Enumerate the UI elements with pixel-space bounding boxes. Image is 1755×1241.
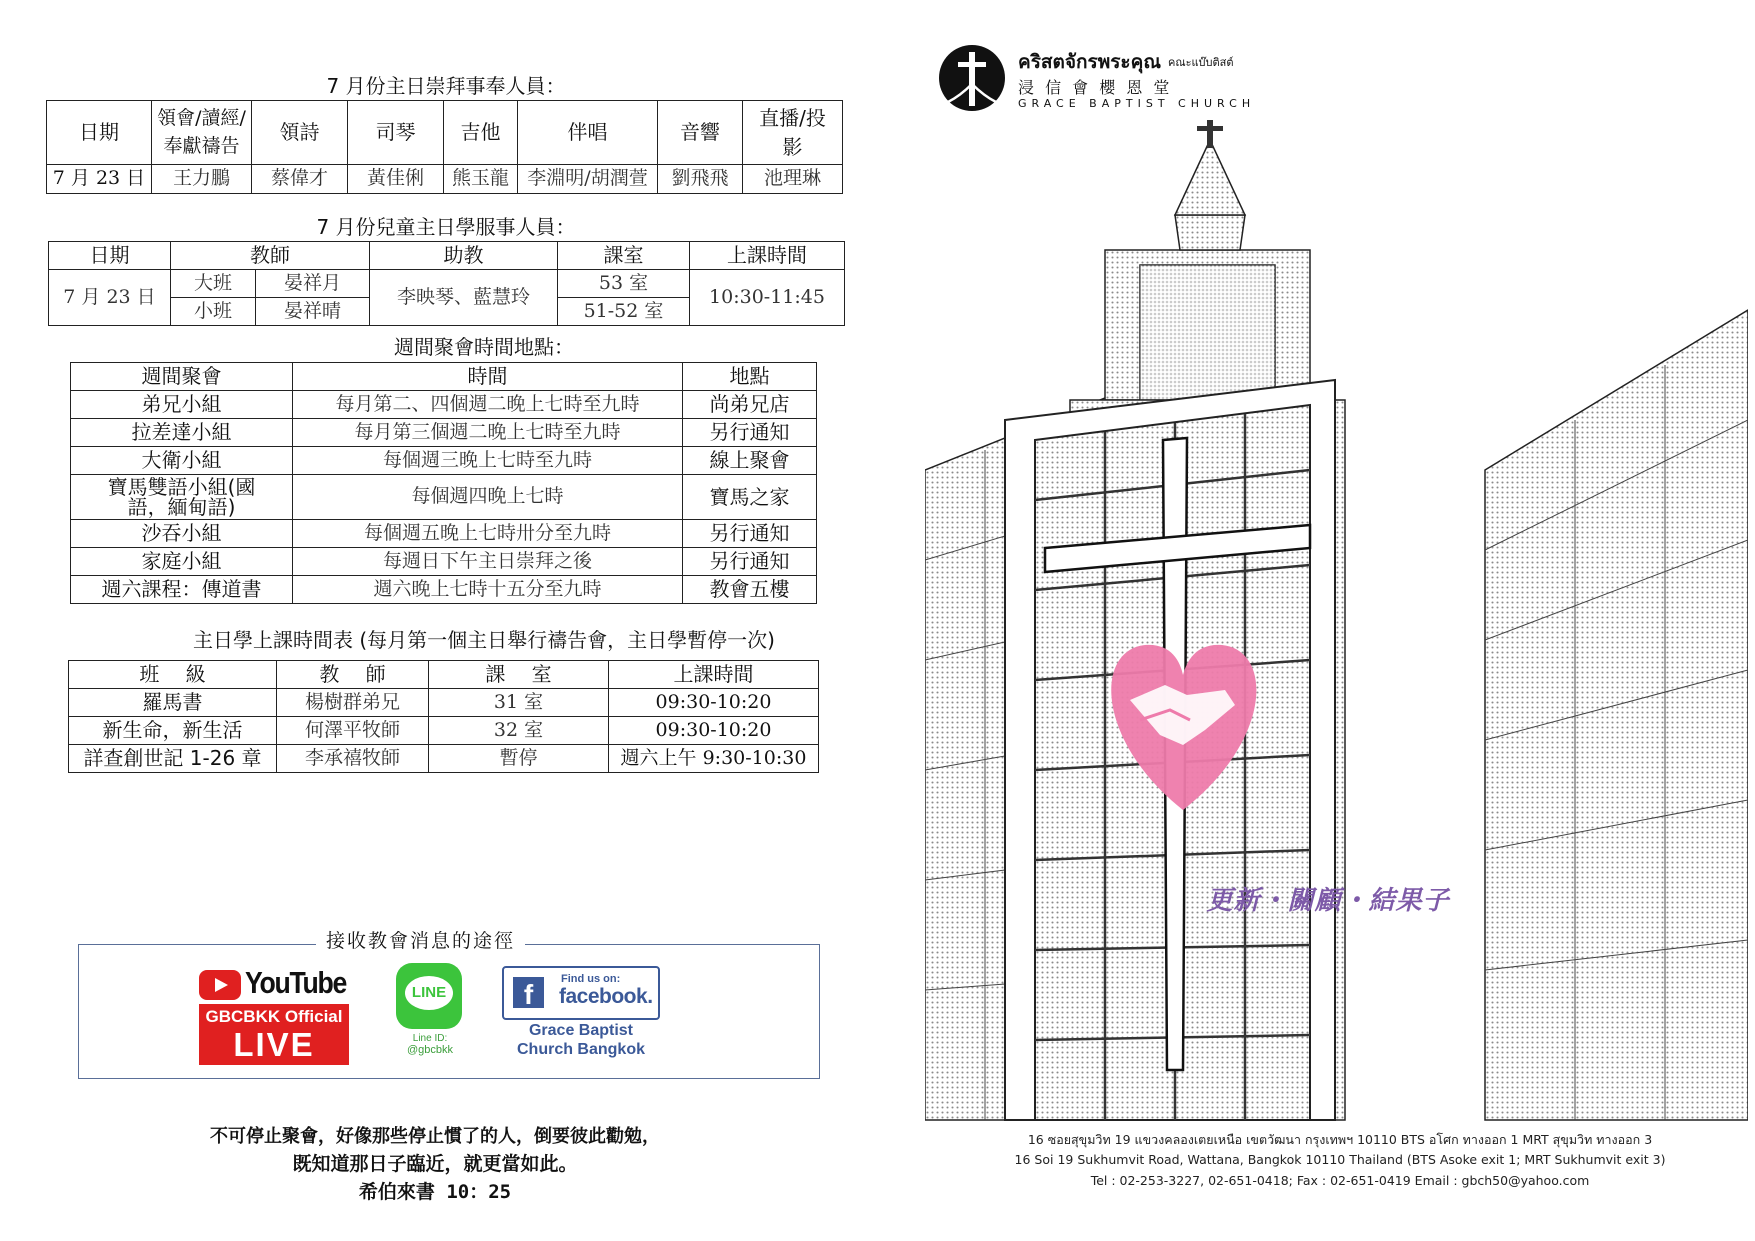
weekly-time: 每個週五晚上七時卅分至九時: [293, 520, 683, 548]
children-header-room: 課室: [558, 242, 690, 270]
weekly-name: 家庭小組: [71, 548, 293, 576]
logo-english-name: GRACE BAPTIST CHURCH: [1018, 97, 1256, 110]
weekly-header-name: 週間聚會: [71, 363, 293, 391]
weekly-time: 每月第三個週二晚上七時至九時: [293, 419, 683, 447]
weekly-header-place: 地點: [683, 363, 817, 391]
worship-header-chorus: 伴唱: [518, 101, 658, 165]
facebook-badge[interactable]: [502, 966, 660, 1062]
children-assistant: 李映琴、藍慧玲: [370, 270, 558, 326]
worship-cell: 王力鵬: [152, 165, 252, 194]
worship-header-date: 日期: [47, 101, 152, 165]
weekly-place: 尚弟兄店: [683, 391, 817, 419]
ss-teacher: 何澤平牧師: [277, 717, 429, 745]
weekly-name: 拉差達小組: [71, 419, 293, 447]
verse-reference: 希伯來書 10：25: [358, 1181, 512, 1203]
ss-room: 32 室: [429, 717, 609, 745]
ss-class: 羅馬書: [69, 689, 277, 717]
ss-room: 31 室: [429, 689, 609, 717]
church-tower-illustration: [925, 120, 1748, 1130]
worship-header-song: 領詩: [252, 101, 348, 165]
ss-header-teacher: 教 師: [277, 661, 429, 689]
cross-circle-logo-icon: [938, 44, 1006, 112]
children-class-big: 大班: [171, 270, 256, 298]
worship-cell: 劉飛飛: [658, 165, 743, 194]
youtube-live-label: LIVE: [233, 1026, 315, 1063]
logo-thai-small: คณะแบ๊บติสต์: [1168, 56, 1234, 69]
worship-cell: 黃佳俐: [348, 165, 444, 194]
children-table: [48, 241, 845, 326]
weekly-place: 線上聚會: [683, 447, 817, 475]
children-header-time: 上課時間: [690, 242, 845, 270]
worship-cell: 蔡偉才: [252, 165, 348, 194]
ss-time: 09:30-10:20: [609, 717, 819, 745]
children-teacher-big: 晏祥月: [256, 270, 370, 298]
facebook-find-label: Find us on:: [561, 973, 621, 985]
facebook-frame: [502, 966, 660, 1020]
verse-line1: 不可停止聚會，好像那些停止慣了的人，倒要彼此勸勉，: [210, 1126, 660, 1147]
ss-teacher: 楊樹群弟兄: [277, 689, 429, 717]
ss-header-room: 課 室: [429, 661, 609, 689]
weekly-place: 教會五樓: [683, 576, 817, 604]
worship-header-guitar: 吉他: [444, 101, 518, 165]
worship-cell: 熊玉龍: [444, 165, 518, 194]
worship-cell: 池理琳: [743, 165, 843, 194]
church-slogan: 更新・關顧・結果子: [1206, 886, 1450, 916]
worship-header-sound: 音響: [658, 101, 743, 165]
worship-cell: 李淵明/胡潤萱: [518, 165, 658, 194]
weekly-place: 另行通知: [683, 520, 817, 548]
weekly-time: 週六晚上七時十五分至九時: [293, 576, 683, 604]
children-header-teacher: 教師: [171, 242, 370, 270]
address-thai: 16 ซอยสุขุมวิท 19 แขวงคลองเตยเหนือ เขตวัฒนา กรุงเทพฯ 10110 BTS อโศก ทางออก 1 MRT สุขุมวิท ทางออก 3: [1027, 1132, 1653, 1147]
weekly-name: 沙吞小組: [71, 520, 293, 548]
weekly-name: 大衛小組: [71, 447, 293, 475]
ss-class: 詳查創世記 1-26 章: [69, 745, 277, 773]
contact-title: 接收教會消息的途徑: [316, 926, 525, 953]
ss-room: 暫停: [429, 745, 609, 773]
ss-time: 週六上午 9:30-10:30: [609, 745, 819, 773]
children-time: 10:30-11:45: [690, 270, 845, 326]
children-header-assistant: 助教: [370, 242, 558, 270]
worship-header-piano: 司琴: [348, 101, 444, 165]
facebook-brand: facebook.: [559, 985, 653, 1008]
weekly-header-time: 時間: [293, 363, 683, 391]
children-room-small: 51-52 室: [558, 298, 690, 326]
children-caption: 7 月份兒童主日學服事人員：: [316, 215, 576, 239]
address-contact: Tel : 02-253-3227, 02-651-0418; Fax : 02-651-0419 Email : gbch50@yahoo.com: [1090, 1173, 1590, 1188]
ss-time: 09:30-10:20: [609, 689, 819, 717]
weekly-time: 每個週四晚上七時: [293, 475, 683, 520]
facebook-f-icon: f: [513, 977, 544, 1008]
line-icon: [396, 963, 462, 1029]
address-english: 16 Soi 19 Sukhumvit Road, Wattana, Bangkok 10110 Thailand (BTS Asoke exit 1; MRT Sukhumvit exit 3): [1014, 1152, 1666, 1167]
facebook-name-line2: Church Bangkok: [516, 1041, 645, 1058]
youtube-play-icon: [199, 970, 241, 1000]
youtube-brand: YouTube: [245, 965, 347, 1000]
verse-line2: 既知道那日子臨近，就更當如此。: [292, 1153, 578, 1175]
line-id: @gbcbkk: [406, 1044, 454, 1056]
worship-caption: 7 月份主日崇拜事奉人員：: [326, 74, 566, 98]
line-id-label: Line ID:: [412, 1033, 448, 1044]
line-brand: LINE: [411, 984, 447, 1001]
weekly-place: 另行通知: [683, 548, 817, 576]
youtube-channel-label: GBCBKK Official: [205, 1007, 343, 1026]
weekly-name: 弟兄小組: [71, 391, 293, 419]
worship-header-leader: 領會/讀經/奉獻禱告: [152, 101, 252, 165]
ss-class: 新生命，新生活: [69, 717, 277, 745]
line-badge[interactable]: [394, 963, 466, 1057]
weekly-time: 每月第二、四個週二晚上七時至九時: [293, 391, 683, 419]
youtube-badge[interactable]: [199, 965, 349, 1065]
logo-chinese-name: 浸 信 會 櫻 恩 堂: [1018, 78, 1173, 97]
weekly-name: 寶馬雙語小組(國語，緬甸語): [71, 475, 293, 520]
children-date: 7 月 23 日: [49, 270, 171, 326]
logo-thai-name: คริสตจักรพระคุณ: [1018, 51, 1161, 73]
worship-header-live: 直播/投影: [743, 101, 843, 165]
sunday-school-table: [68, 660, 819, 773]
weekly-table: [70, 362, 817, 604]
youtube-live-panel: [199, 1004, 349, 1065]
ss-header-time: 上課時間: [609, 661, 819, 689]
weekly-place: 寶馬之家: [683, 475, 817, 520]
weekly-caption: 週間聚會時間地點：: [394, 335, 574, 359]
weekly-name: 週六課程：傳道書: [71, 576, 293, 604]
worship-cell: 7 月 23 日: [47, 165, 152, 194]
facebook-name-line1: Grace Baptist: [528, 1022, 634, 1039]
weekly-place: 另行通知: [683, 419, 817, 447]
ss-header-class: 班 級: [69, 661, 277, 689]
church-logo: [938, 44, 1268, 116]
children-class-small: 小班: [171, 298, 256, 326]
sunday-school-caption: 主日學上課時間表 (每月第一個主日舉行禱告會，主日學暫停一次): [193, 628, 775, 652]
children-teacher-small: 晏祥晴: [256, 298, 370, 326]
children-room-big: 53 室: [558, 270, 690, 298]
ss-teacher: 李承禧牧師: [277, 745, 429, 773]
weekly-time: 每個週三晚上七時至九時: [293, 447, 683, 475]
children-header-date: 日期: [49, 242, 171, 270]
weekly-time: 每週日下午主日崇拜之後: [293, 548, 683, 576]
worship-table: [46, 100, 843, 194]
